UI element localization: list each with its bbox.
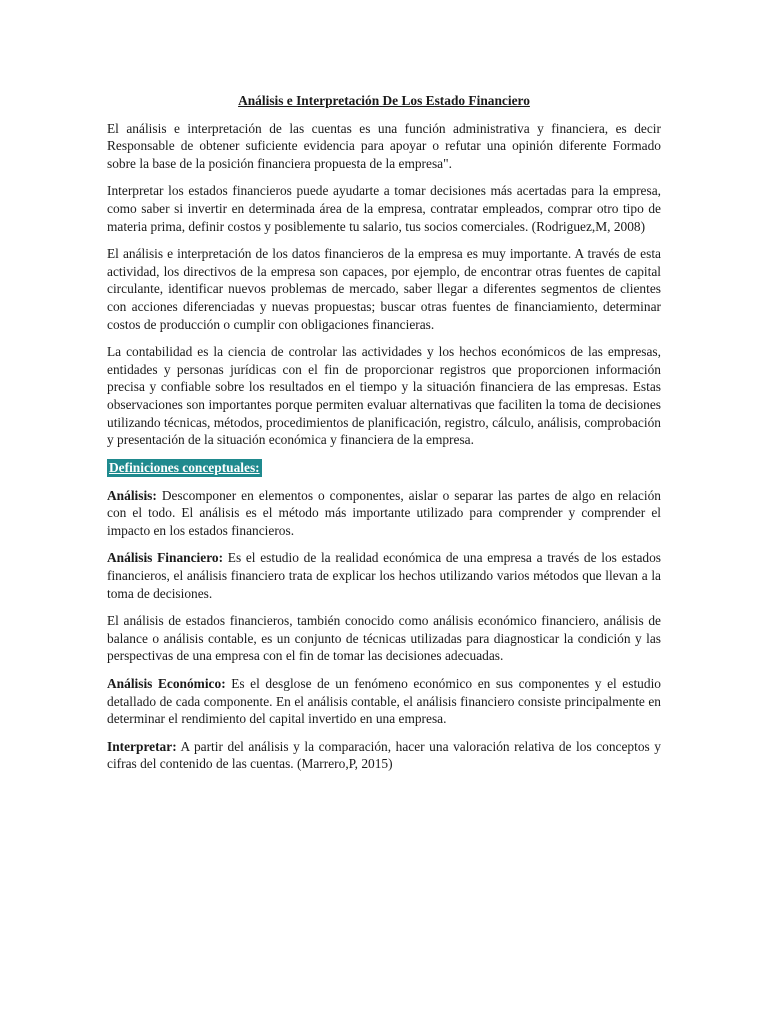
section-heading: Definiciones conceptuales:: [109, 459, 260, 475]
document-title: Análisis e Interpretación De Los Estado Financiero: [238, 93, 530, 108]
intro-paragraph-3: El análisis e interpretación de los datos financieros de la empresa es muy importante. A través de esta actividad, los directivos de la empresa son capaces, por ejemplo, de encontrar otras fuentes de capital circulante, identificar nuevos problemas de mercado, saber llegar a diferentes segmentos de clientes con acciones diferenciadas y nuevas propuestas; buscar otras fuentes de financiamiento, determinar costos de producción o cumplir con obligaciones financieras.: [107, 246, 661, 332]
definition-term: Análisis Económico:: [107, 676, 226, 692]
definition-text: Es el estudio de la realidad económica de una empresa a través de los estados financieros, el análisis financiero trata de explicar los hechos utilizando varios métodos que llevan a la toma de decisiones.: [107, 550, 661, 601]
definition-analisis-financiero: [107, 549, 661, 602]
definition-analisis: [107, 487, 661, 540]
intro-paragraph-4: La contabilidad es la ciencia de controlar las actividades y los hechos económicos de las empresas, entidades y personas jurídicas con el fin de proporcionar registros que proporcionen información precisa y confiable sobre los resultados en el tiempo y la situación financiera de las empresas. Estas observaciones son importantes porque permiten evaluar alternativas que faciliten la toma de decisiones utilizando técnicas, métodos, procedimientos de planificación, registro, cálculo, análisis, comprobación y presentación de la situación económica y financiera de la empresa.: [107, 344, 661, 448]
section-heading-row: [107, 459, 661, 477]
definition-analisis-estados-financieros: [107, 612, 661, 665]
intro-paragraph-2: Interpretar los estados financieros puede ayudarte a tomar decisiones más acertadas para la empresa, como saber si invertir en determinada área de la empresa, contratar empleados, comprar otro tipo de materia prima, definir costos y posiblemente tu salario, tus socios comerciales. (Rodriguez,M, 2008): [107, 183, 661, 234]
intro-paragraph-1: El análisis e interpretación de las cuentas es una función administrativa y financiera, es decir Responsable de obtener suficiente evidencia para apoyar o refutar una opinión diferente Formado sobre la base de la posición financiera propuesta de la empresa".: [107, 120, 661, 171]
definition-term: Interpretar:: [107, 738, 177, 754]
definition-term: Análisis Financiero:: [107, 550, 224, 566]
definition-analisis-economico: [107, 675, 661, 728]
definition-text: Es el desglose de un fenómeno económico en sus componentes y el estudio detallado de cada componente. En el análisis contable, el análisis financiero consiste principalmente en determinar el rendimiento del capital invertido en una empresa.: [107, 676, 661, 727]
definition-text: Descomponer en elementos o componentes, aislar o separar las partes de algo en relación con el todo. El análisis es el método más importante utilizado para comprender y comprender el impacto en los estados financieros.: [107, 487, 661, 538]
definition-text: El análisis de estados financieros, también conocido como análisis económico financiero, análisis de balance o análisis contable, es un conjunto de técnicas utilizadas para diagnosticar la condición y las perspectivas de una empresa con el fin de tomar las decisiones adecuadas.: [107, 613, 661, 664]
definition-term: Análisis:: [107, 487, 157, 503]
document-page: [107, 92, 661, 783]
definition-text: A partir del análisis y la comparación, hacer una valoración relativa de los conceptos y cifras del contenido de las cuentas. (Marrero,P, 2015): [107, 738, 661, 772]
definition-interpretar: [107, 738, 661, 773]
